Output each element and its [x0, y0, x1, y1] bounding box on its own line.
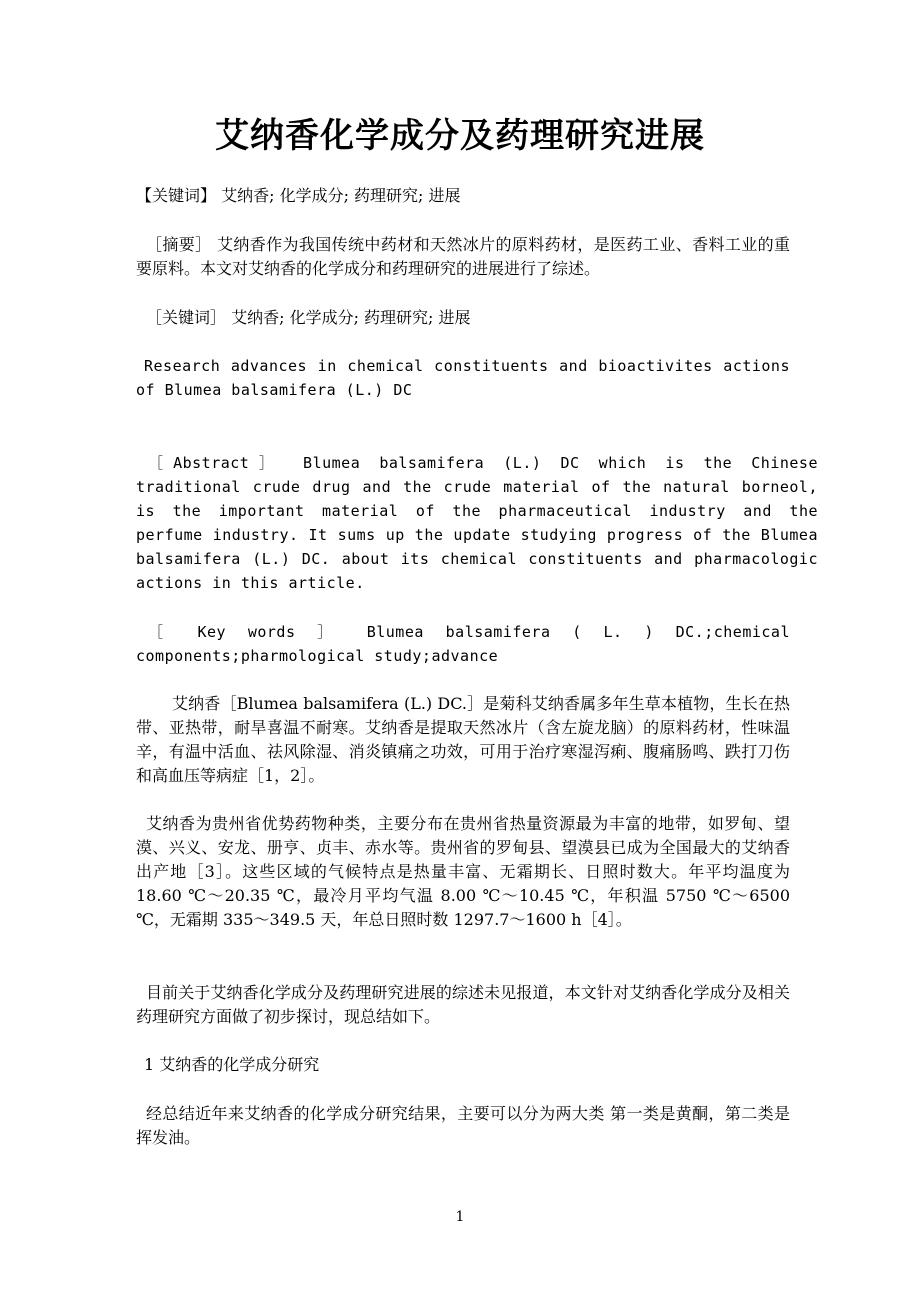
- intro-paragraph: 艾纳香［Blumea balsamifera (L.) DC.］是菊科艾纳香属多年生草本植物，生长在热带、亚热带，耐旱喜温不耐寒。艾纳香是提取天然冰片（含左旋龙脑）的原料药材，性味温辛，有温中活血、祛风除湿、消炎镇痛之功效，可用于治疗寒湿泻痢、腹痛肠鸣、跌打刀伤和高血压等病症［1，2］。: [136, 694, 790, 785]
- section-heading: 1 艾纳香的化学成分研究: [144, 1055, 320, 1074]
- english-title: Research advances in chemical constituents and bioactivites actions of Blumea balsamifera (L.) DC: [136, 357, 790, 399]
- review-paragraph: 目前关于艾纳香化学成分及药理研究进展的综述未见报道，本文针对艾纳香化学成分及相关药理研究方面做了初步探讨，现总结如下。: [136, 983, 790, 1026]
- chemistry-paragraph: 经总结近年来艾纳香的化学成分研究结果，主要可以分为两大类 第一类是黄酮，第二类是挥发油。: [136, 1104, 790, 1147]
- abstract-chinese: ［摘要］ 艾纳香作为我国传统中药材和天然冰片的原料药材，是医药工业、香料工业的重要原料。本文对艾纳香的化学成分和药理研究的进展进行了综述。: [136, 235, 790, 278]
- keywords-line: 【关键词】 艾纳香; 化学成分; 药理研究; 进展: [136, 186, 461, 205]
- keywords-english: ［ Key words ］ Blumea balsamifera ( L. ) DC.;chemical components;pharmological study;advance: [136, 623, 790, 665]
- distribution-paragraph: 艾纳香为贵州省优势药物种类，主要分布在贵州省热量资源最为丰富的地带，如罗甸、望漠、兴义、安龙、册亨、贞丰、赤水等。贵州省的罗甸县、望漠县已成为全国最大的艾纳香出产地［3］。这些区域的气候特点是热量丰富、无霜期长、日照时数大。年平均温度为 18.60 ℃～20.35 ℃，最冷月平均气温 8.00 ℃～10.45 ℃，年积温 5750 ℃～6500 ℃，无霜期 335～349.5 天，年总日照时数 1297.7～1600 h［4］。: [136, 814, 790, 929]
- keywords-chinese: ［关键词］ 艾纳香; 化学成分; 药理研究; 进展: [146, 308, 471, 327]
- page-title: 艾纳香化学成分及药理研究进展: [215, 116, 705, 156]
- abstract-english: ［Abstract］ Blumea balsamifera (L.) DC which is the Chinese traditional crude drug and the crude material of the natural borneol, is the important material of the pharmaceutical industry and the perfume industry. It sums up the update studying progress of the Blumea balsamifera (L.) DC. about its chemical constituents and pharmacologic actions in this article.: [136, 454, 818, 592]
- page-number: 1: [455, 1209, 465, 1225]
